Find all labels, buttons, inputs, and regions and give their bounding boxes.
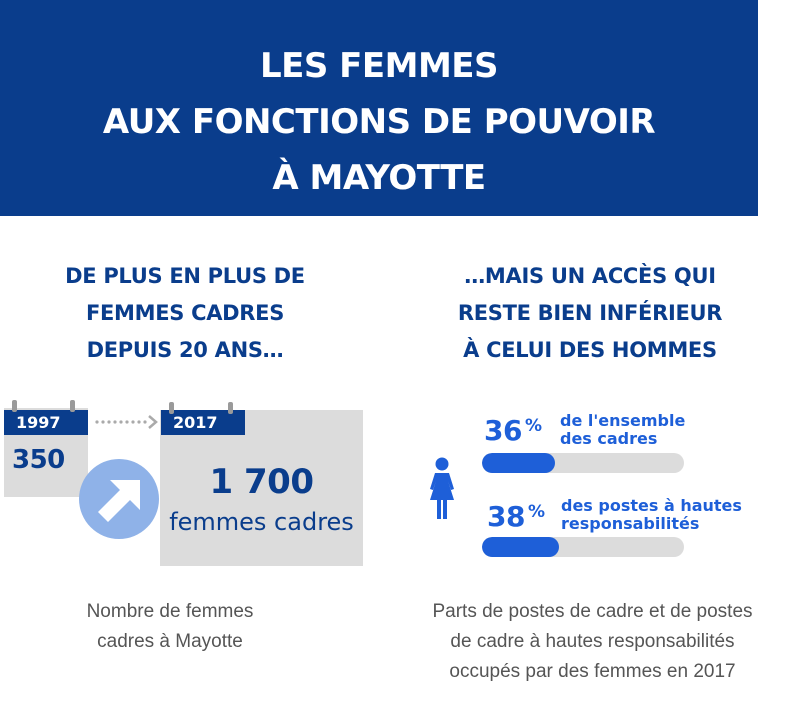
title-line-1: LES FEMMES xyxy=(259,46,499,86)
progress-fill-1 xyxy=(482,453,555,473)
stat-value-2: 38 xyxy=(487,500,525,533)
value-2017: 1 700 xyxy=(209,462,314,502)
left-heading-line-1: DE PLUS EN PLUS DE xyxy=(65,264,305,288)
woman-icon xyxy=(423,457,461,521)
dotted-arrow-icon xyxy=(95,413,161,431)
right-heading-line-3: À CELUI DES HOMMES xyxy=(463,338,717,362)
stat-percent-2 xyxy=(487,500,545,533)
right-heading-line-1: …MAIS UN ACCÈS QUI xyxy=(464,264,716,288)
value-2017-label: femmes cadres xyxy=(169,508,354,536)
stat-label-2-line-2: responsabilités xyxy=(561,514,700,533)
stat-label-2-line-1: des postes à hautes xyxy=(561,496,742,515)
title-line-3: À MAYOTTE xyxy=(272,158,486,198)
year-tag-1997: 1997 xyxy=(4,410,88,435)
stat-label-1-line-2: des cadres xyxy=(560,429,658,448)
right-caption xyxy=(400,597,785,687)
left-heading-line-3: DEPUIS 20 ANS… xyxy=(86,338,284,362)
progress-bar-2 xyxy=(482,537,684,557)
left-heading-line-2: FEMMES CADRES xyxy=(85,301,285,325)
stat-label-1 xyxy=(560,412,685,448)
calendar-pin-icon xyxy=(70,400,75,412)
right-heading xyxy=(400,258,780,369)
left-caption-line-2: cadres à Mayotte xyxy=(97,631,243,652)
stat-label-1-line-1: de l'ensemble xyxy=(560,411,686,430)
arrow-up-right-icon xyxy=(78,458,160,540)
page-title xyxy=(0,38,758,206)
year-tag-2017: 2017 xyxy=(161,410,245,435)
right-heading-line-2: RESTE BIEN INFÉRIEUR xyxy=(457,301,723,325)
progress-fill-2 xyxy=(482,537,559,557)
calendar-pin-icon xyxy=(169,402,174,414)
stat-unit-1: % xyxy=(524,416,543,436)
right-caption-line-2: de cadre à hautes responsabilités xyxy=(450,631,735,652)
title-banner xyxy=(0,0,758,216)
stat-unit-2: % xyxy=(527,502,546,522)
title-line-2: AUX FONCTIONS DE POUVOIR xyxy=(102,102,656,142)
calendar-pin-icon xyxy=(12,400,17,412)
right-caption-line-3: occupés par des femmes en 2017 xyxy=(449,661,736,682)
left-caption-line-1: Nombre de femmes xyxy=(86,601,254,622)
value-1997: 350 xyxy=(12,445,65,475)
stat-label-2 xyxy=(561,497,742,533)
calendar-pin-icon xyxy=(228,402,233,414)
left-heading xyxy=(0,258,370,369)
stat-value-1: 36 xyxy=(484,414,522,447)
left-caption xyxy=(20,597,320,657)
stat-percent-1 xyxy=(484,414,542,447)
right-caption-line-1: Parts de postes de cadre et de postes xyxy=(432,601,753,622)
progress-bar-1 xyxy=(482,453,684,473)
